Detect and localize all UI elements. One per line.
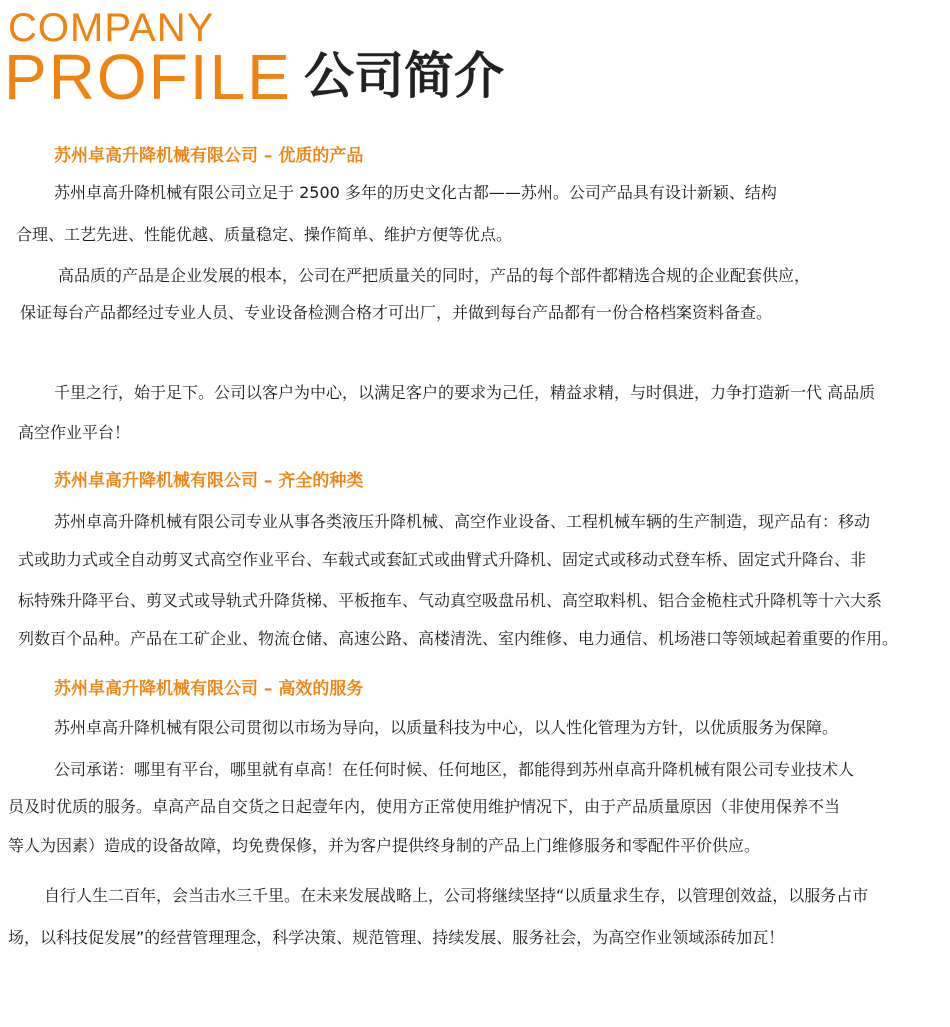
paragraph-line: 苏州卓高升降机械有限公司专业从事各类液压升降机械、高空作业设备、工程机械车辆的生产制造，现产品有：移动 bbox=[54, 512, 871, 531]
paragraph-line: 保证每台产品都经过专业人员、专业设备检测合格才可出厂，并做到每台产品都有一份合格档案资料备查。 bbox=[20, 303, 773, 322]
header-title-cn: 公司简介 bbox=[304, 47, 504, 105]
paragraph-line: 高品质的产品是企业发展的根本，公司在严把质量关的同时，产品的每个部件都精选合规的企业配套供应， bbox=[58, 266, 811, 285]
paragraph-line: 合理、工艺先进、性能优越、质量稳定、操作简单、维护方便等优点。 bbox=[16, 225, 513, 244]
paragraph-line: 列数百个品种。产品在工矿企业、物流仓储、高速公路、高楼清洗、室内维修、电力通信、机场港口等领域起着重要的作用。 bbox=[18, 629, 899, 648]
paragraph-line: 高空作业平台！ bbox=[18, 423, 131, 442]
paragraph-line: 标特殊升降平台、剪叉式或导轨式升降货梯、平板拖车、气动真空吸盘吊机、高空取料机、铝合金桅柱式升降机等十六大系 bbox=[18, 591, 883, 610]
paragraph-line: 等人为因素）造成的设备故障，均免费保修，并为客户提供终身制的产品上门维修服务和零配件平价供应。 bbox=[8, 836, 761, 855]
paragraph-line: 公司承诺：哪里有平台，哪里就有卓高！在任何时候、任何地区，都能得到苏州卓高升降机械有限公司专业技术人 bbox=[54, 760, 855, 779]
paragraph-line: 式或助力式或全自动剪叉式高空作业平台、车载式或套缸式或曲臂式升降机、固定式或移动式登车桥、固定式升降台、非 bbox=[18, 550, 867, 569]
paragraph-line: 千里之行，始于足下。公司以客户为中心，以满足客户的要求为己任，精益求精，与时俱进，力争打造新一代 高品质 bbox=[54, 383, 876, 402]
header-company: COMPANY bbox=[8, 6, 215, 50]
header-profile: PROFILE bbox=[4, 41, 292, 113]
section-title-quality: 苏州卓高升降机械有限公司 – 优质的产品 bbox=[54, 146, 364, 166]
paragraph-line: 苏州卓高升降机械有限公司贯彻以市场为导向，以质量科技为中心，以人性化管理为方针，以优质服务为保障。 bbox=[54, 718, 839, 737]
section-title-service: 苏州卓高升降机械有限公司 – 高效的服务 bbox=[54, 679, 364, 699]
paragraph-line: 苏州卓高升降机械有限公司立足于 2500 多年的历史文化古都——苏州。公司产品具有设计新颖、结构 bbox=[54, 183, 777, 202]
paragraph-line: 员及时优质的服务。卓高产品自交货之日起壹年内，使用方正常使用维护情况下，由于产品质量原因（非使用保养不当 bbox=[8, 797, 841, 816]
section-title-variety: 苏州卓高升降机械有限公司 – 齐全的种类 bbox=[54, 471, 364, 491]
paragraph-line: 场，以科技促发展”的经营管理理念，科学决策、规范管理、持续发展、服务社会，为高空作业领域添砖加瓦！ bbox=[8, 928, 785, 947]
paragraph-line: 自行人生二百年，会当击水三千里。在未来发展战略上，公司将继续坚持“以质量求生存，以管理创效益，以服务占市 bbox=[44, 886, 869, 905]
